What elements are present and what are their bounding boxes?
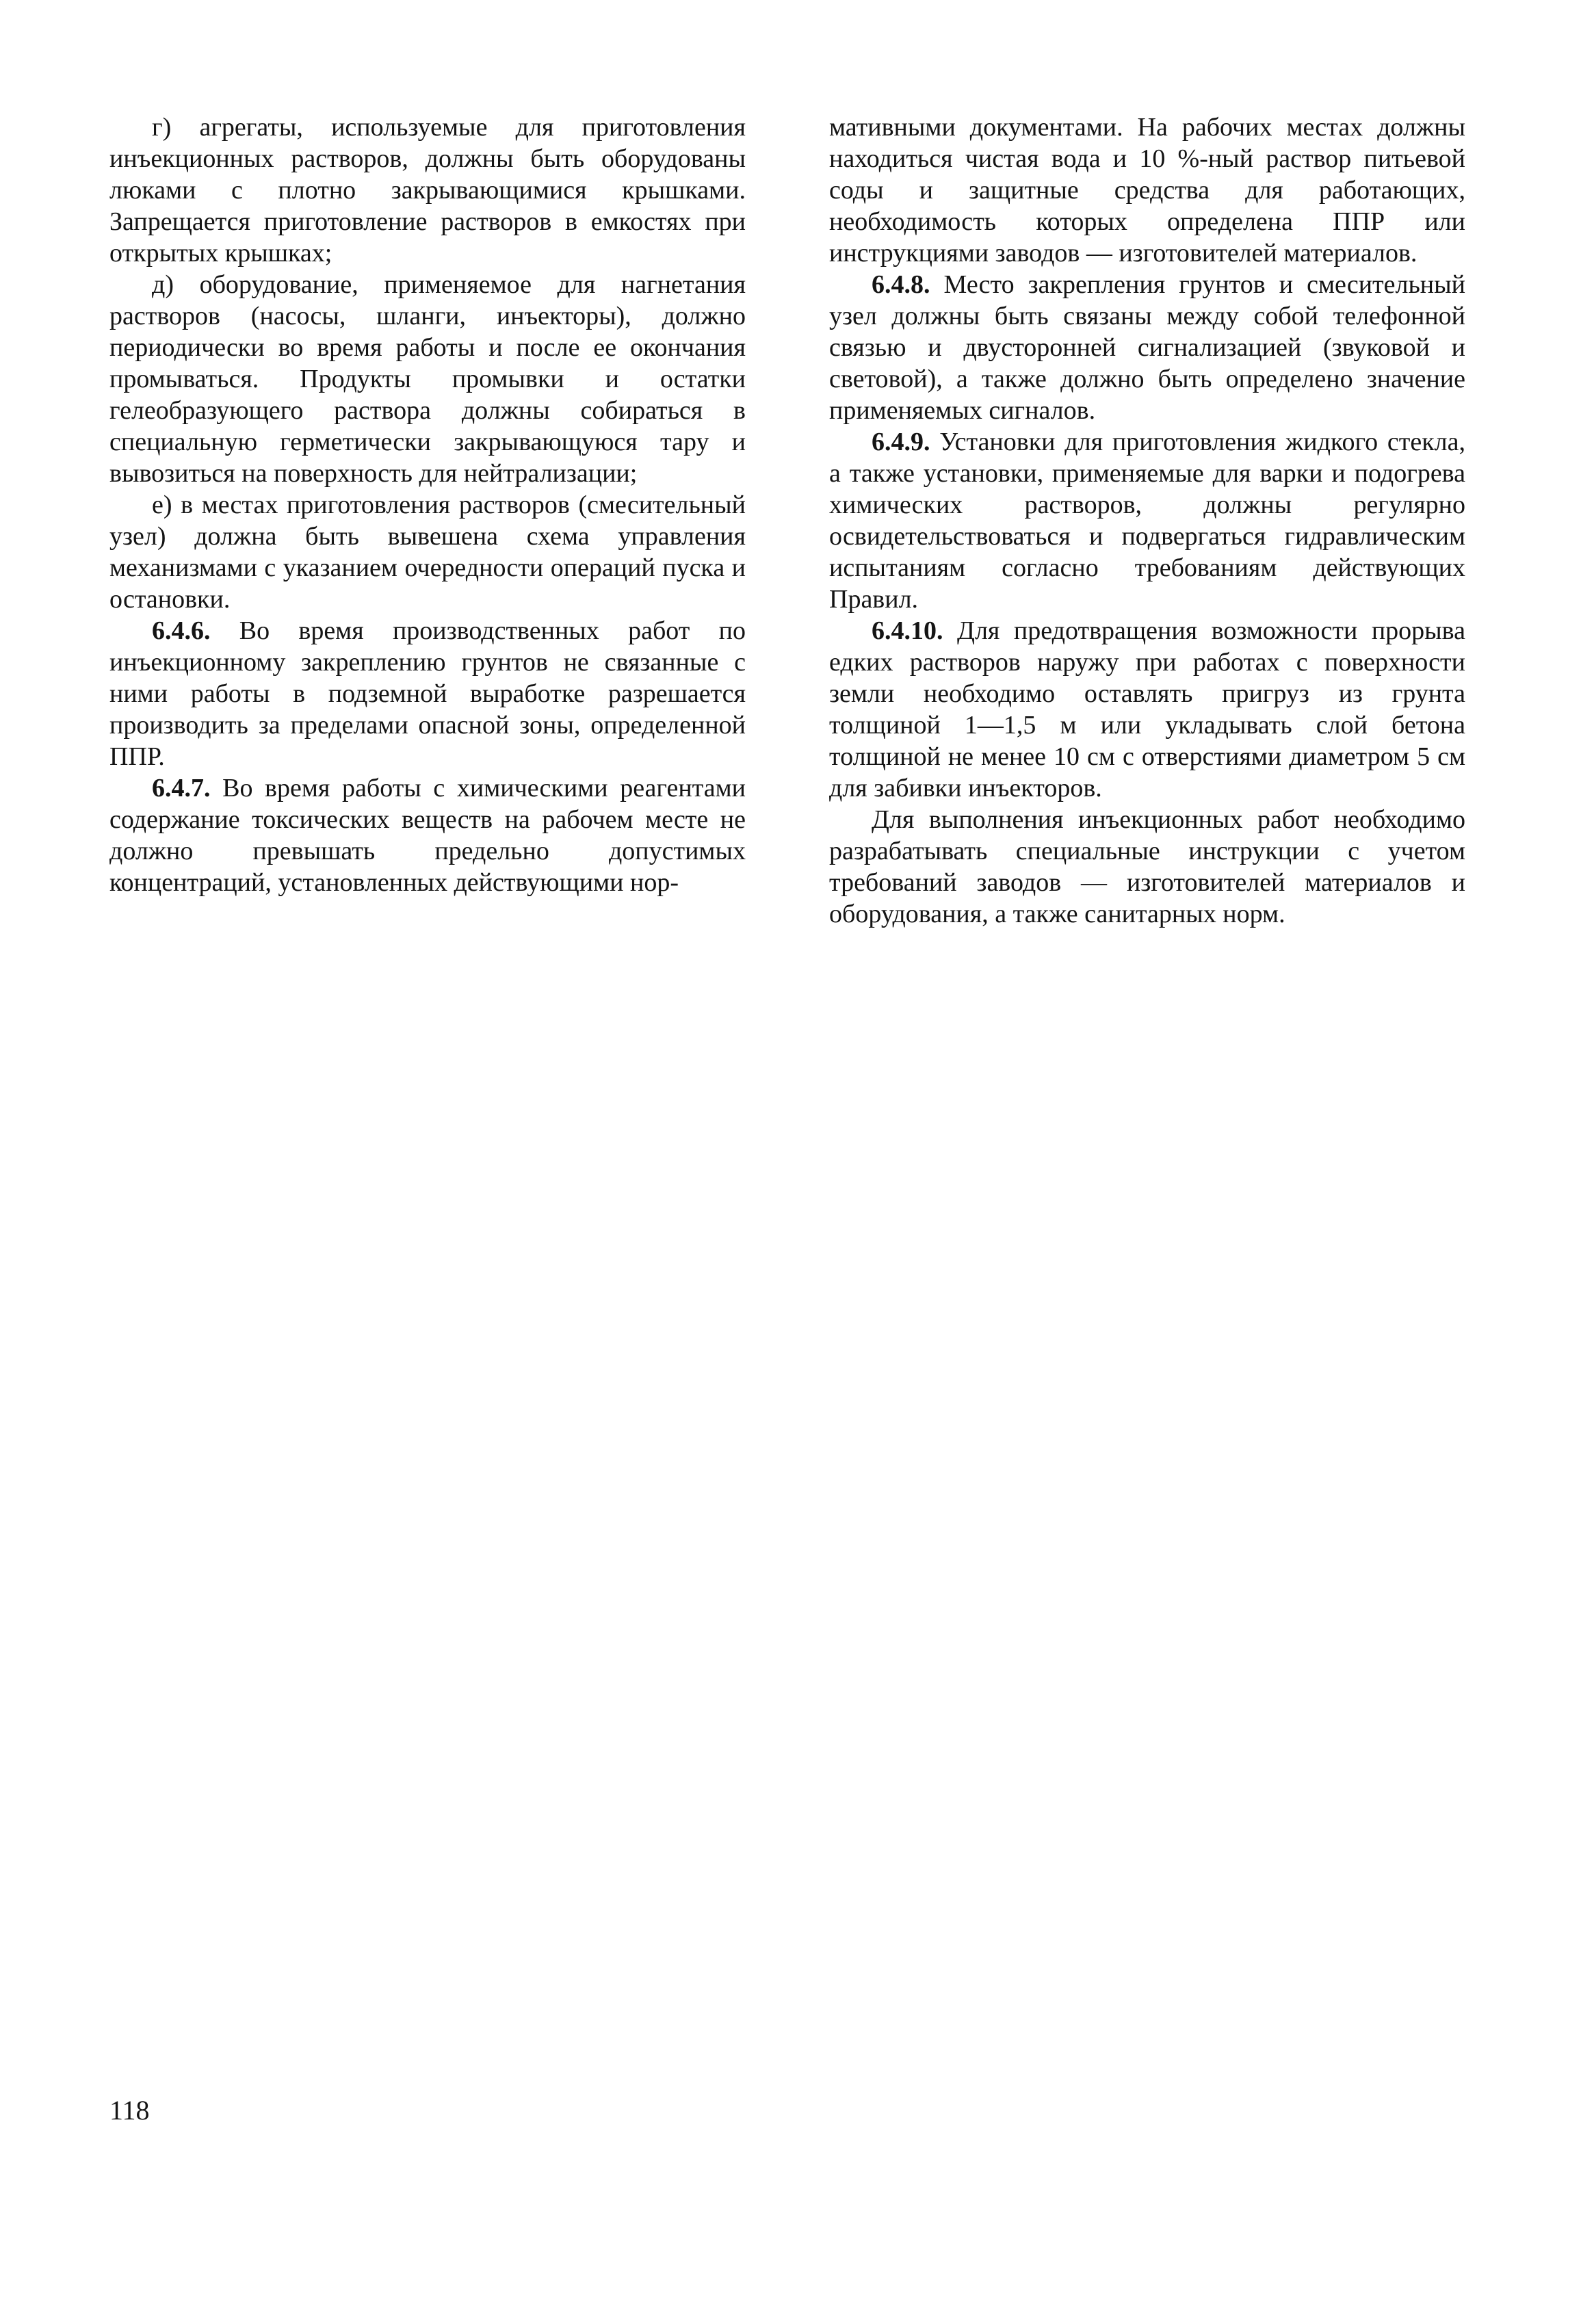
clause-text: Во время производственных работ по инъекционному закреплению грунтов не связанные с ними работы в подземной выработке разрешается производить за пределами опасной зоны, определенной ППР. — [109, 616, 746, 771]
clause-text: Во время работы с химическими реагентами содержание токсических веществ на рабочем месте не должно превышать предельно допустимых концентраций, установленных действующими нор- — [109, 774, 746, 897]
clause-text: Для предотвращения возможности прорыва едких растворов наружу при работах с поверхности земли необходимо оставлять пригруз из грунта толщиной 1—1,5 м или укладывать слой бетона толщиной не менее 10 см с отверстиями диаметром 5 см для забивки инъекторов. — [829, 616, 1465, 802]
clause-number: 6.4.9. — [872, 428, 930, 456]
paragraph-6-4-6 — [109, 615, 746, 772]
paragraph-6-4-10 — [829, 615, 1465, 804]
clause-text: Установки для приготовления жидкого стекла, а также установки, применяемые для варки и подогрева химических растворов, должны регулярно освидетельствоваться и подвергаться гидравлическим испытаниям согласно требованиям действующих Правил. — [829, 428, 1465, 614]
paragraph-6-4-7-continued: мативными документами. На рабочих местах должны находиться чистая вода и 10 %-ный раствор питьевой соды и защитные средства для работающих, необходимость которых определена ППР или инструкциями заводов — изготовителей материалов. — [829, 113, 1465, 267]
clause-text: Место закрепления грунтов и смесительный узел должны быть связаны между собой телефонной связью и двусторонней сигнализацией (звуковой и световой), а также должно быть определено значение применяемых сигналов. — [829, 270, 1465, 425]
paragraph-6-4-8 — [829, 269, 1465, 426]
clause-number: 6.4.6. — [152, 616, 211, 645]
paragraph-item-g: г) агрегаты, используемые для приготовления инъекционных растворов, должны быть оборудованы люками с плотно закрывающимися крышками. Запрещается приготовление растворов в емкостях при открытых крышках; — [109, 113, 746, 267]
left-column — [109, 112, 746, 898]
clause-number: 6.4.8. — [872, 270, 930, 299]
clause-number: 6.4.7. — [152, 774, 211, 802]
page-number: 118 — [109, 2095, 150, 2126]
paragraph-6-4-9 — [829, 426, 1465, 615]
paragraph-6-4-7 — [109, 772, 746, 898]
right-column — [829, 112, 1465, 930]
paragraph-item-d: д) оборудование, применяемое для нагнетания растворов (насосы, шланги, инъекторы), должно периодически во время работы и после ее окончания промываться. Продукты промывки и остатки гелеобразующего раствора должны собираться в специальную герметически закрывающуюся тару и вывозиться на поверхность для нейтрализации; — [109, 270, 746, 488]
clause-number: 6.4.10. — [872, 616, 943, 645]
paragraph-item-e: е) в местах приготовления растворов (смесительный узел) должна быть вывешена схема управления механизмами с указанием очередности операций пуска и остановки. — [109, 491, 746, 614]
paragraph-closing: Для выполнения инъекционных работ необходимо разрабатывать специальные инструкции с учетом требований заводов — изготовителей материалов и оборудования, а также санитарных норм. — [829, 805, 1465, 928]
